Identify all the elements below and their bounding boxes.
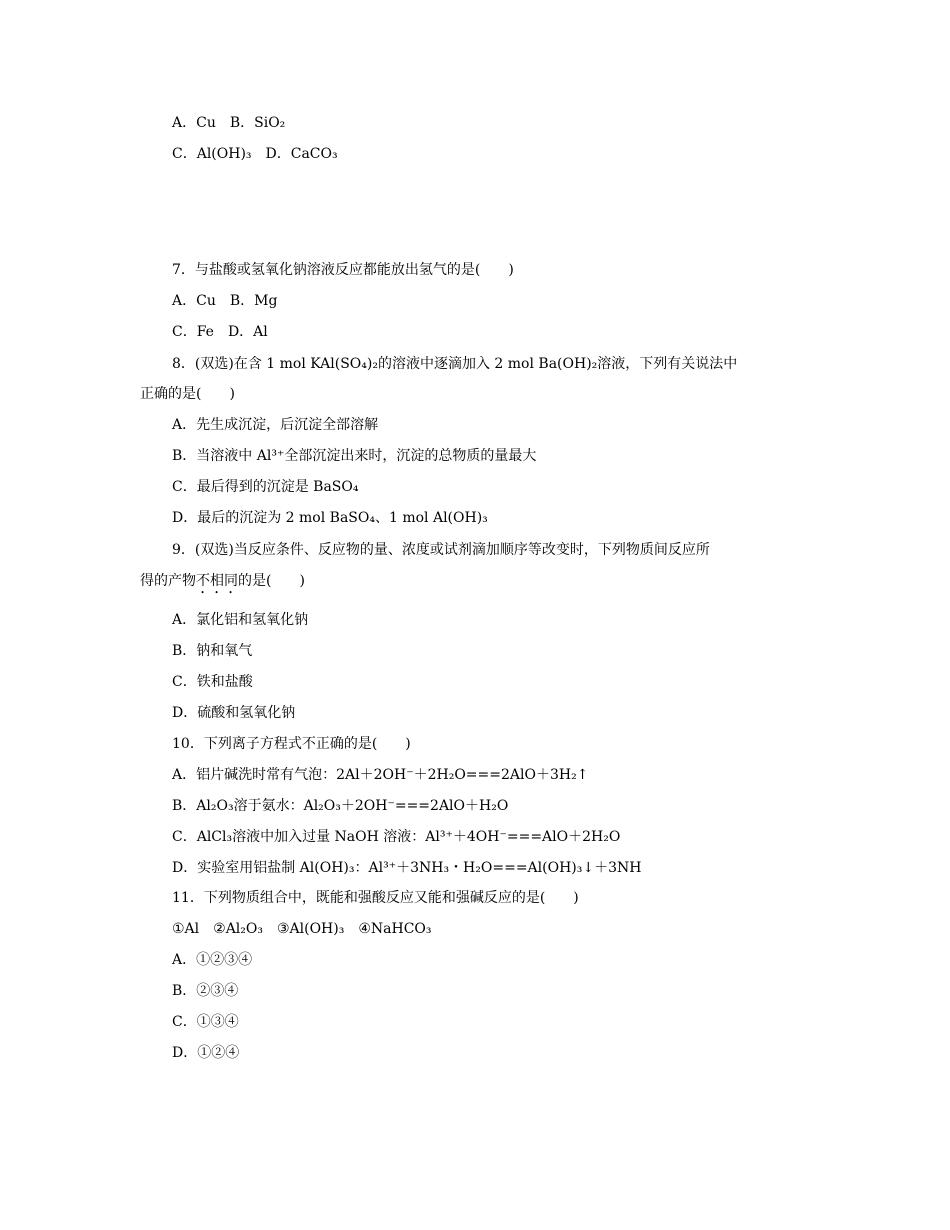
q8-option-c: C．最后得到的沉淀是 BaSO₄ (172, 479, 359, 495)
q9-option-c: C．铁和盐酸 (172, 674, 253, 690)
q9-option-b: B．钠和氧气 (172, 643, 253, 659)
q9-option-d: D．硫酸和氢氧化钠 (172, 705, 296, 721)
q7-options-cd: C．Fe D．Al (172, 324, 268, 340)
q11-items: ①Al ②Al₂O₃ ③Al(OH)₃ ④NaHCO₃ (172, 921, 432, 937)
q10-option-b: B．Al₂O₃溶于氨水：Al₂O₃＋2OH⁻===2AlO＋H₂O (172, 798, 509, 814)
q11-option-b: B．②③④ (172, 983, 239, 999)
q8-stem-line2: 正确的是( ) (140, 386, 235, 402)
q10-stem: 10．下列离子方程式不正确的是( ) (172, 736, 411, 752)
q9-stem-line2 (140, 572, 305, 590)
q11-option-d: D．①②④ (172, 1045, 240, 1061)
q6-options-cd: C．Al(OH)₃ D．CaCO₃ (172, 146, 338, 162)
q8-stem-line1: 8．(双选)在含 1 mol KAl(SO₄)₂的溶液中逐滴加入 2 mol Ba(OH)₂溶液，下列有关说法中 (172, 356, 738, 372)
q9-stem-line2-post: 的是( ) (238, 573, 305, 589)
q7-stem: 7．与盐酸或氢氧化钠溶液反应都能放出氢气的是( ) (172, 262, 514, 278)
q7-options-ab: A．Cu B．Mg (172, 293, 278, 309)
q9-stem-line2-pre: 得的产物 (140, 573, 196, 589)
q10-option-a: A．铝片碱洗时常有气泡：2Al＋2OH⁻＋2H₂O===2AlO＋3H₂↑ (172, 767, 589, 783)
q6-options-ab: A．Cu B．SiO₂ (172, 115, 286, 131)
q8-option-a: A．先生成沉淀，后沉淀全部溶解 (172, 417, 379, 433)
q8-option-d: D．最后的沉淀为 2 mol BaSO₄、1 mol Al(OH)₃ (172, 510, 488, 526)
q11-stem: 11．下列物质组合中，既能和强酸反应又能和强碱反应的是( ) (172, 890, 579, 906)
q11-option-c: C．①③④ (172, 1014, 239, 1030)
q8-option-b: B．当溶液中 Al³⁺全部沉淀出来时，沉淀的总物质的量最大 (172, 448, 537, 464)
q9-emphasis-text: 不相同 (196, 573, 238, 589)
q10-option-c: C．AlCl₃溶液中加入过量 NaOH 溶液：Al³⁺＋4OH⁻===AlO＋2H₂O (172, 829, 621, 845)
q11-option-a: A．①②③④ (172, 952, 253, 968)
q9-option-a: A．氯化铝和氢氧化钠 (172, 612, 309, 628)
q10-option-d: D．实验室用铝盐制 Al(OH)₃：Al³⁺＋3NH₃・H₂O===Al(OH)₃↓＋3NH (172, 860, 642, 876)
q9-stem-line1: 9．(双选)当反应条件、反应物的量、浓度或试剂滴加顺序等改变时，下列物质间反应所 (172, 542, 710, 558)
